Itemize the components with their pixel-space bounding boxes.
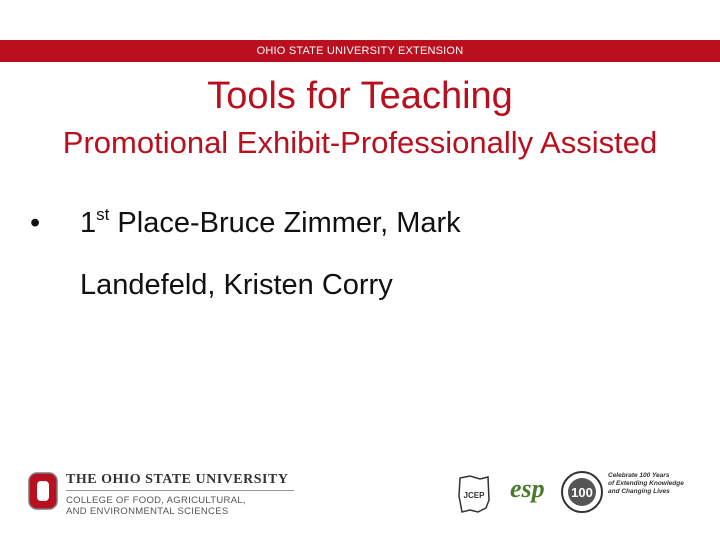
- centennial-line1: Celebrate 100 Years: [608, 472, 670, 479]
- college-line1: COLLEGE OF FOOD, AGRICULTURAL,: [66, 495, 246, 506]
- jcep-ohio-icon: [456, 474, 492, 514]
- centennial-tagline: [608, 472, 688, 496]
- university-name: THE OHIO STATE UNIVERSITY: [66, 472, 289, 487]
- slide-subtitle: Promotional Exhibit-Professionally Assisted: [62, 125, 658, 160]
- bullet-line2: Landefeld, Kristen Corry: [80, 269, 393, 301]
- jcep-label: JCEP: [463, 491, 485, 500]
- college-name: [66, 495, 246, 517]
- centennial-line3: and Changing Lives: [608, 488, 670, 495]
- bullet-text: [80, 192, 680, 316]
- bullet-ordinal: 1: [80, 207, 97, 239]
- esp-logo: esp: [510, 474, 545, 503]
- centennial-seal-icon: [560, 470, 604, 514]
- bullet-marker: •: [30, 207, 41, 239]
- partner-logos: [456, 470, 686, 518]
- banner-text: OHIO STATE UNIVERSITY EXTENSION: [256, 45, 464, 57]
- college-line2: AND ENVIRONMENTAL SCIENCES: [66, 506, 229, 517]
- centennial-line2: of Extending Knowledge: [608, 480, 684, 487]
- osu-cfaes-logo: [28, 468, 288, 522]
- block-o-icon: [28, 472, 58, 510]
- slide-title: Tools for Teaching: [207, 75, 513, 117]
- header-banner: [0, 40, 720, 62]
- logo-divider: [66, 490, 294, 491]
- centennial-number: 100: [571, 485, 593, 500]
- bullet-ordinal-suffix: st: [96, 205, 110, 224]
- bullet-line1: Place-Bruce Zimmer, Mark: [109, 207, 461, 239]
